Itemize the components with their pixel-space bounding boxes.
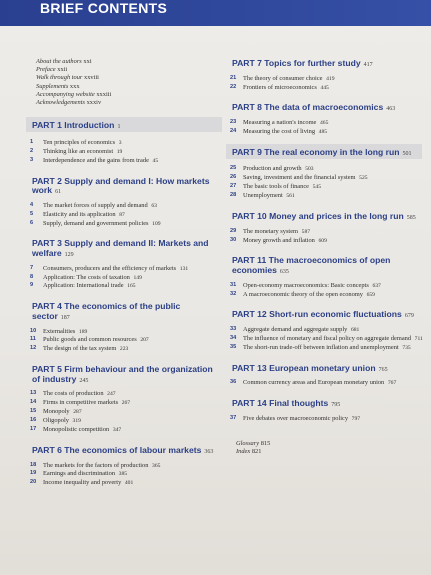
chapter-entry: 35 The short-run trade-off between inflation and unemployment 735	[230, 343, 411, 351]
chapter-entry: 15 Monopoly 287	[30, 408, 82, 416]
part-title: PART 2 Supply and demand I: How markets work 61	[32, 175, 210, 196]
part-8	[230, 102, 428, 136]
part-title: PART 14 Final thoughts 795	[232, 398, 341, 409]
chapter-entry: 5 Elasticity and its application 87	[30, 210, 125, 218]
front-matter-item: Accompanying website xxxiii	[36, 90, 112, 98]
chapter-entry: 25 Production and growth 503	[230, 165, 314, 173]
part-title: PART 7 Topics for further study 417	[232, 58, 373, 68]
part-title: PART 6 The economics of labour markets 363	[32, 444, 214, 455]
part-2	[30, 176, 216, 229]
back-matter-item: Glossary 815	[236, 439, 271, 447]
part-13	[230, 363, 428, 389]
chapter-entry: 32 A macroeconomic theory of the open economy 659	[230, 290, 375, 298]
chapter-entry: 19 Earnings and discrimination 385	[30, 470, 128, 478]
chapter-entry: 29 The monetary system 587	[230, 227, 311, 235]
chapter-entry: 20 Income inequality and poverty 401	[30, 479, 134, 487]
back-matter-list	[230, 440, 428, 456]
front-matter-item: Supplements xxx	[36, 82, 80, 90]
front-matter-item: Acknowledgements xxxiv	[36, 99, 102, 107]
chapter-entry: 17 Monopolistic competition 347	[30, 426, 122, 434]
chapter-entry: 1 Ten principles of economics 3	[30, 138, 122, 146]
chapter-entry: 36 Common currency areas and European monetary union 767	[230, 379, 397, 387]
part-5	[30, 364, 216, 435]
chapter-entry: 13 The costs of production 247	[30, 390, 116, 398]
header-band	[0, 0, 431, 26]
chapter-entry: 12 The design of the tax system 223	[30, 345, 129, 353]
chapter-entry: 34 The influence of monetary and fiscal policy on aggregate demand 711	[230, 334, 423, 342]
chapter-entry: 8 Application: The costs of taxation 149	[30, 273, 142, 281]
part-title: PART 4 The economics of the public sector 187	[32, 301, 181, 321]
part-9	[230, 147, 428, 201]
front-matter-list	[30, 58, 216, 107]
chapter-entry: 37 Five debates over macroeconomic policy 797	[230, 414, 361, 422]
chapter-entry: 16 Oligopoly 319	[30, 417, 81, 425]
part-title: PART 9 The real economy in the long run 501	[230, 147, 428, 161]
part-11	[230, 255, 428, 299]
chapter-entry: 6 Supply, demand and government policies 109	[30, 219, 161, 227]
chapter-entry: 33 Aggregate demand and aggregate supply 681	[230, 326, 360, 334]
chapter-entry: 24 Measuring the cost of living 485	[230, 127, 328, 135]
chapter-entry: 27 The basic tools of finance 545	[230, 183, 322, 191]
front-matter-item: About the authors xxi	[36, 58, 92, 65]
part-title: PART 11 The macroeconomics of open economies 635	[232, 255, 391, 276]
chapter-entry: 28 Unemployment 561	[230, 192, 295, 200]
part-4	[30, 301, 216, 354]
right-column	[230, 58, 428, 456]
chapter-entry: 22 Frontiers of microeconomics 445	[230, 83, 329, 91]
chapter-entry: 2 Thinking like an economist 19	[30, 147, 123, 155]
chapter-entry: 11 Public goods and common resources 207	[30, 336, 149, 344]
chapter-entry: 18 The markets for the factors of production 365	[30, 461, 161, 469]
chapter-entry: 30 Money growth and inflation 609	[230, 236, 327, 244]
chapter-entry: 21 The theory of consumer choice 419	[230, 74, 335, 82]
front-matter-item: Preface xxii	[36, 66, 68, 74]
front-matter-item: Walk through tour xxviii	[36, 74, 99, 82]
part-title: PART 3 Supply and demand II: Markets and welfare 129	[32, 238, 209, 259]
chapter-entry: 4 The market forces of supply and demand 63	[30, 201, 157, 209]
chapter-entry: 14 Firms in competitive markets 267	[30, 399, 131, 407]
part-title: PART 5 Firm behaviour and the organization of industry 245	[32, 364, 213, 384]
part-title: PART 13 European monetary union 765	[232, 362, 388, 373]
part-7	[230, 58, 428, 92]
part-14	[230, 398, 428, 424]
chapter-entry: 31 Open-economy macroeconomics: Basic concepts 637	[230, 281, 381, 289]
chapter-entry: 7 Consumers, producers and the efficiency of markets 131	[30, 264, 189, 272]
part-title: PART 8 The data of macroeconomics 463	[232, 102, 396, 113]
part-6	[30, 445, 216, 488]
part-title: PART 12 Short-run economic fluctuations 679	[232, 309, 414, 320]
page-title: BRIEF CONTENTS	[40, 0, 168, 16]
chapter-entry: 10 Externalities 189	[30, 327, 88, 335]
left-column	[30, 58, 216, 488]
part-12	[230, 309, 428, 352]
part-1	[30, 120, 216, 165]
chapter-entry: 26 Saving, investment and the financial system 525	[230, 174, 368, 182]
part-title: PART 10 Money and prices in the long run 585	[232, 211, 416, 222]
chapter-entry: 23 Measuring a nation's income 465	[230, 119, 329, 126]
chapter-entry: 3 Interdependence and the gains from trade 45	[30, 156, 159, 164]
part-3	[30, 238, 216, 291]
back-matter-item: Index 821	[236, 447, 262, 455]
chapter-entry: 9 Application: International trade 165	[30, 282, 136, 290]
part-title: PART 1 Introduction 1	[30, 120, 216, 134]
part-10	[230, 211, 428, 245]
